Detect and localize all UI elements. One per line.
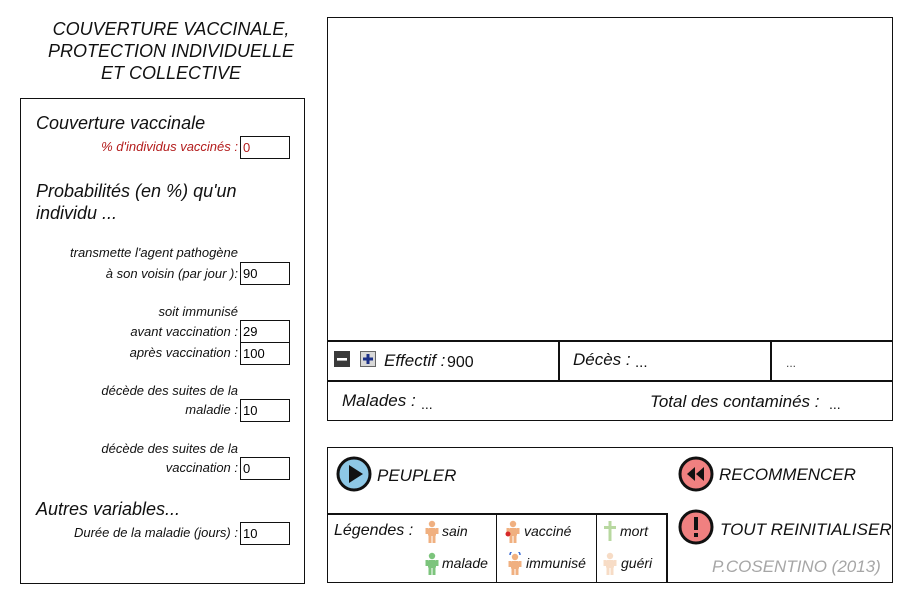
legend-divider-2 [596,513,597,583]
prob-heading-line-2: individu ... [36,203,118,223]
increase-button[interactable] [360,351,376,367]
gueri-icon [603,552,617,576]
extra-value: ... [786,356,797,370]
title-line-3: ET COLLECTIVE [100,63,242,83]
deces-value: ... [635,354,648,371]
legend-right-border [666,513,668,583]
death-vaccination-input[interactable] [240,457,290,480]
stats-divider-vertical-2 [770,341,772,381]
death-vaccination-label-line-1: décède des suites de la [101,441,238,456]
peupler-button[interactable] [336,456,372,492]
transmit-input[interactable] [240,262,290,285]
recommencer-label[interactable]: RECOMMENCER [719,465,856,484]
death-vaccination-label-line-2: vaccination : [165,460,238,475]
vaccinated-label: % d'individus vaccinés : [101,139,238,154]
effectif-label: Effectif : [384,351,446,370]
decrease-button[interactable] [334,351,350,367]
prob-heading-line-1: Probabilités (en %) qu'un [36,181,237,201]
legend-mort-label: mort [620,523,648,539]
malades-label: Malades : [342,391,416,410]
cross-icon [603,520,617,542]
coverage-heading: Couverture vaccinale [36,113,206,133]
title-line-2: PROTECTION INDIVIDUELLE [47,41,295,61]
other-variables-heading: Autres variables... [36,499,181,519]
before-vaccination-label: avant vaccination : [130,324,238,339]
immune-label: soit immunisé [158,304,238,319]
legend-immunise-label: immunisé [526,555,586,571]
page-title [22,18,320,84]
after-vaccination-input[interactable] [240,342,290,365]
total-contamines-label: Total des contaminés : [650,392,820,411]
rewind-icon [678,456,714,492]
reinitialiser-button[interactable] [678,509,714,545]
title-line-1: COUVERTURE VACCINALE, [52,19,290,39]
peupler-label[interactable]: PEUPLER [377,466,457,485]
minus-icon [334,351,350,367]
legend-divider-1 [496,513,497,583]
duration-label: Durée de la maladie (jours) : [73,525,238,540]
death-disease-label-line-1: décède des suites de la [101,383,238,398]
transmit-label-line-2: à son voisin (par jour ): [105,266,238,281]
recommencer-button[interactable] [678,456,714,492]
stats-divider-vertical-1 [558,341,560,381]
transmit-label-line-1: transmette l'agent pathogène [70,245,238,260]
vaccinated-input[interactable] [240,136,290,159]
warning-icon [678,509,714,545]
malade-icon [425,552,439,576]
death-disease-input[interactable] [240,399,290,422]
credit: P.COSENTINO (2013) [712,557,881,576]
legend-gueri-label: guéri [621,555,653,571]
effectif-value: 900 [447,354,474,371]
sain-icon [425,520,439,544]
simulation-canvas[interactable] [327,17,893,341]
legend-sain-label: sain [442,523,468,539]
before-vaccination-input[interactable] [240,320,290,343]
legend-top-border [327,513,667,515]
legend-title: Légendes : [334,522,414,539]
duration-input[interactable] [240,522,290,545]
vaccine-icon [505,520,521,544]
stats-divider [327,380,893,382]
after-vaccination-label: après vaccination : [129,345,238,360]
malades-value: ... [421,396,433,412]
reinitialiser-label[interactable]: TOUT REINITIALISER [720,520,892,539]
plus-icon [361,352,375,366]
legend-malade-label: malade [442,555,488,571]
deces-label: Décès : [573,350,631,369]
total-contamines-value: ... [829,396,841,412]
play-icon [336,456,372,492]
legend-vaccine-label: vacciné [524,523,572,539]
immunise-icon [507,552,523,576]
death-disease-label-line-2: maladie : [185,402,238,417]
